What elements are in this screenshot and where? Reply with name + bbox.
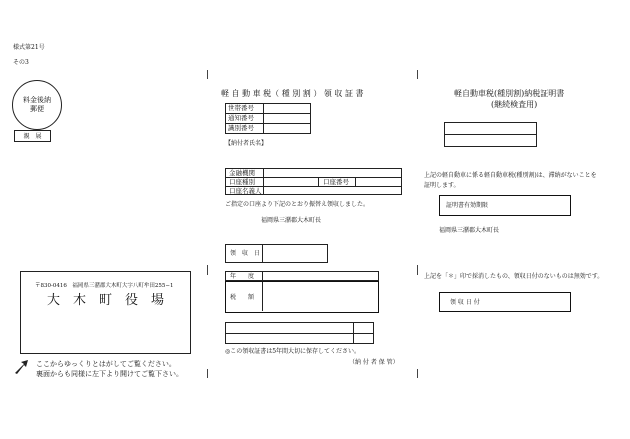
tax-amount-box [225,281,379,313]
fold-mark [207,70,208,79]
sender-name: 大 木 町 役 場 [46,293,164,308]
id-table [225,103,311,134]
tax-amount-label: 税 額 [230,294,255,301]
bank-institution-label: 金融機関 [229,169,255,177]
certificate-title: 軽自動車税(種別割)納税証明書 [454,89,565,98]
id-row-label: 通知番号 [226,114,264,124]
certificate-mayor: 福岡県三潴郡大木町長 [439,227,500,234]
account-holder-label: 口座名義人 [229,187,262,195]
receipt-date-label: 領 収 日 [230,250,261,257]
postage-stamp-circle [12,80,62,130]
receipt-date-box [225,244,328,263]
sender-address: 〒830-0416 福岡県三潴郡大木町大字八町牟田255−1 [35,283,174,289]
peel-note: ここからゆっくりとはがしてご覧ください。 [36,360,176,368]
arrow-icon [13,359,29,375]
back-note: 裏面からも同様に左下より開けてご覧下さい。 [36,370,183,378]
bank-info-table [225,168,402,195]
retention-note: ◎この領収証書は5年間大切に保存してください。 [225,348,361,355]
fold-mark [417,70,418,79]
certificate-subtitle: (継続検査用) [491,100,538,109]
validity-label: 証明書有効期限 [446,202,489,209]
debit-note: ご指定の口座より下記のとおり振替え領収しました。 [225,201,370,208]
id-row-label: 世帯番号 [226,104,264,114]
stamp-line1: 料金後納 [23,96,51,104]
fold-mark [207,265,208,275]
certificate-text-2: 証明します。 [424,182,460,189]
validity-box [439,195,571,216]
blank-table [225,322,374,344]
form-sub-number: その3 [13,59,29,66]
vehicle-number-box [444,122,537,147]
fiscal-year-label: 年 度 [230,273,255,280]
taxpayer-copy-label: （納 付 者 保 管） [349,359,399,366]
stamp-line2: 郵便 [30,105,44,113]
account-type-label: 口座種別 [229,178,255,186]
receipt-stamp-box [439,292,571,312]
invalid-note: 上記を「＊」印で採消したもの、領収日付のないものは無効です。 [424,273,604,280]
fold-mark [417,369,418,378]
form-number: 様式第21号 [13,44,45,51]
sender-address-box [20,271,191,354]
mayor-name: 福岡県三潴郡大木町長 [261,217,322,224]
receipt-title: 軽 自 動 車 税（ 種 別 割 ） 領 収 証 書 [221,89,364,98]
fold-mark [207,369,208,378]
confidential-label: 親 展 [14,130,51,142]
id-row-label: 識別番号 [226,124,264,134]
receipt-stamp-label: 領 収 日 付 [450,299,480,306]
fold-mark [417,265,418,275]
account-number-label: 口座番号 [323,178,349,186]
fiscal-year-row [225,271,379,281]
certificate-text-1: 上記の軽自動車に係る軽自動車税(種別割)は、滞納がないことを [424,172,597,179]
taxpayer-name-label: 【納付者氏名】 [225,140,268,147]
